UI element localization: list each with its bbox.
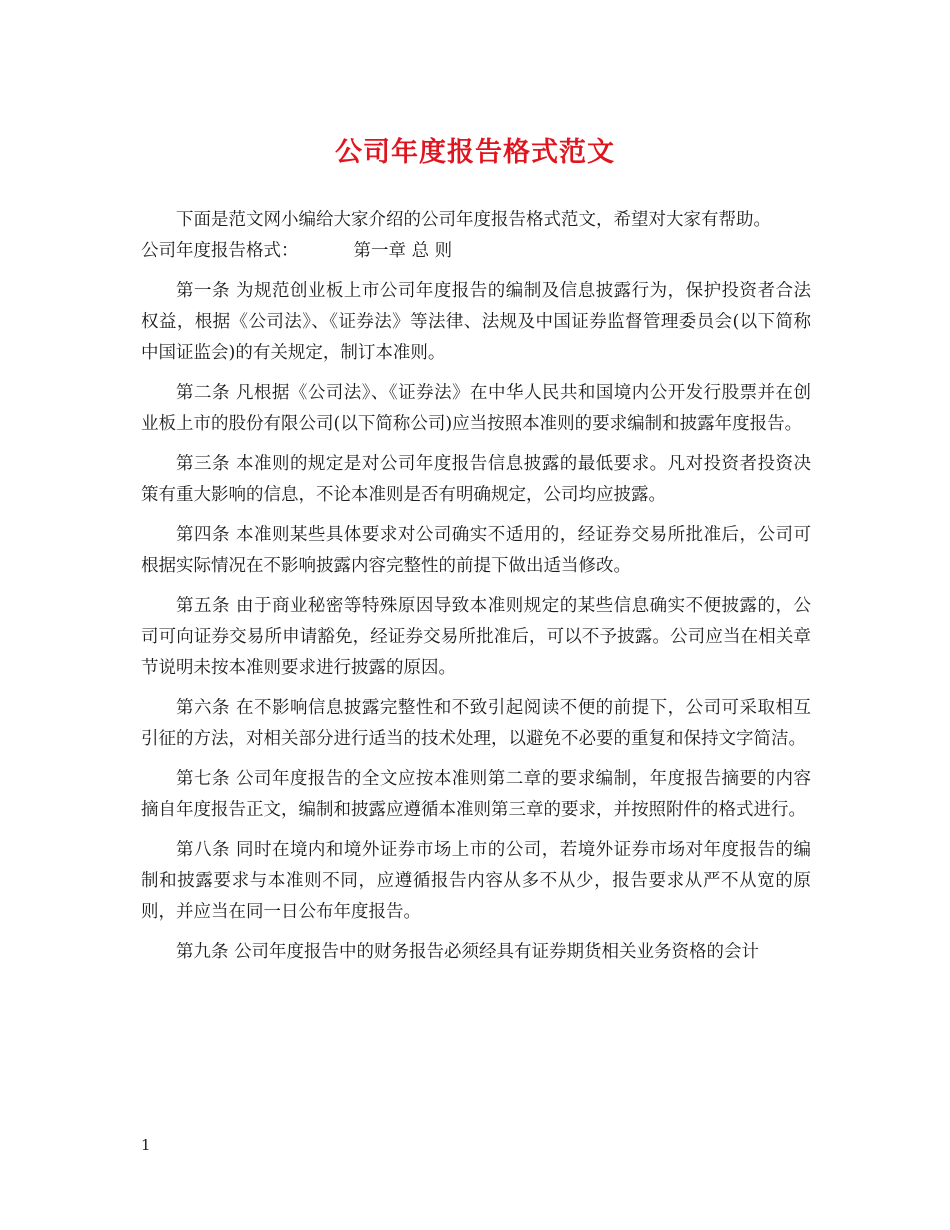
article-6: 第六条 在不影响信息披露完整性和不致引起阅读不便的前提下，公司可采取相互引征的方法，对相关部分进行适当的技术处理，以避免不必要的重复和保持文字简洁。 <box>141 698 811 749</box>
article-4: 第四条 本准则某些具体要求对公司确实不适用的，经证券交易所批准后，公司可根据实际情况在不影响披露内容完整性的前提下做出适当修改。 <box>141 525 811 576</box>
intro-text: 下面是范文网小编给大家介绍的公司年度报告格式范文，希望对大家有帮助。 <box>176 210 771 230</box>
article-2: 第二条 凡根据《公司法》、《证券法》在中华人民共和国境内公开发行股票并在创业板上市的股份有限公司(以下简称公司)应当按照本准则的要求编制和披露年度报告。 <box>141 383 811 434</box>
article-5: 第五条 由于商业秘密等特殊原因导致本准则规定的某些信息确实不便披露的，公司可向证券交易所申请豁免，经证券交易所批准后，可以不予披露。公司应当在相关章节说明未按本准则要求进行披露的原因。 <box>141 596 811 678</box>
article-8: 第八条 同时在境内和境外证券市场上市的公司，若境外证券市场对年度报告的编制和披露要求与本准则不同，应遵循报告内容从多不从少，报告要求从严不从宽的原则，并应当在同一日公布年度报告。 <box>141 840 811 922</box>
page-number: 1 <box>141 1136 151 1154</box>
article-3: 第三条 本准则的规定是对公司年度报告信息披露的最低要求。凡对投资者投资决策有重大影响的信息，不论本准则是否有明确规定，公司均应披露。 <box>141 454 811 505</box>
chapter-heading: 第一章 总 则 <box>353 241 453 261</box>
article-9: 第九条 公司年度报告中的财务报告必须经具有证券期货相关业务资格的会计 <box>176 942 760 962</box>
format-line <box>141 236 811 267</box>
page-title: 公司年度报告格式范文 <box>335 137 615 168</box>
article-7: 第七条 公司年度报告的全文应按本准则第二章的要求编制，年度报告摘要的内容摘自年度报告正文，编制和披露应遵循本准则第三章的要求，并按照附件的格式进行。 <box>141 769 811 820</box>
document-body <box>141 205 811 977</box>
intro-paragraph <box>141 205 811 236</box>
article-1: 第一条 为规范创业板上市公司年度报告的编制及信息披露行为，保护投资者合法权益，根据《公司法》、《证券法》等法律、法规及中国证券监督管理委员会(以下简称中国证监会)的有关规定，制订本准则。 <box>141 281 811 363</box>
format-label: 公司年度报告格式： <box>141 241 299 261</box>
